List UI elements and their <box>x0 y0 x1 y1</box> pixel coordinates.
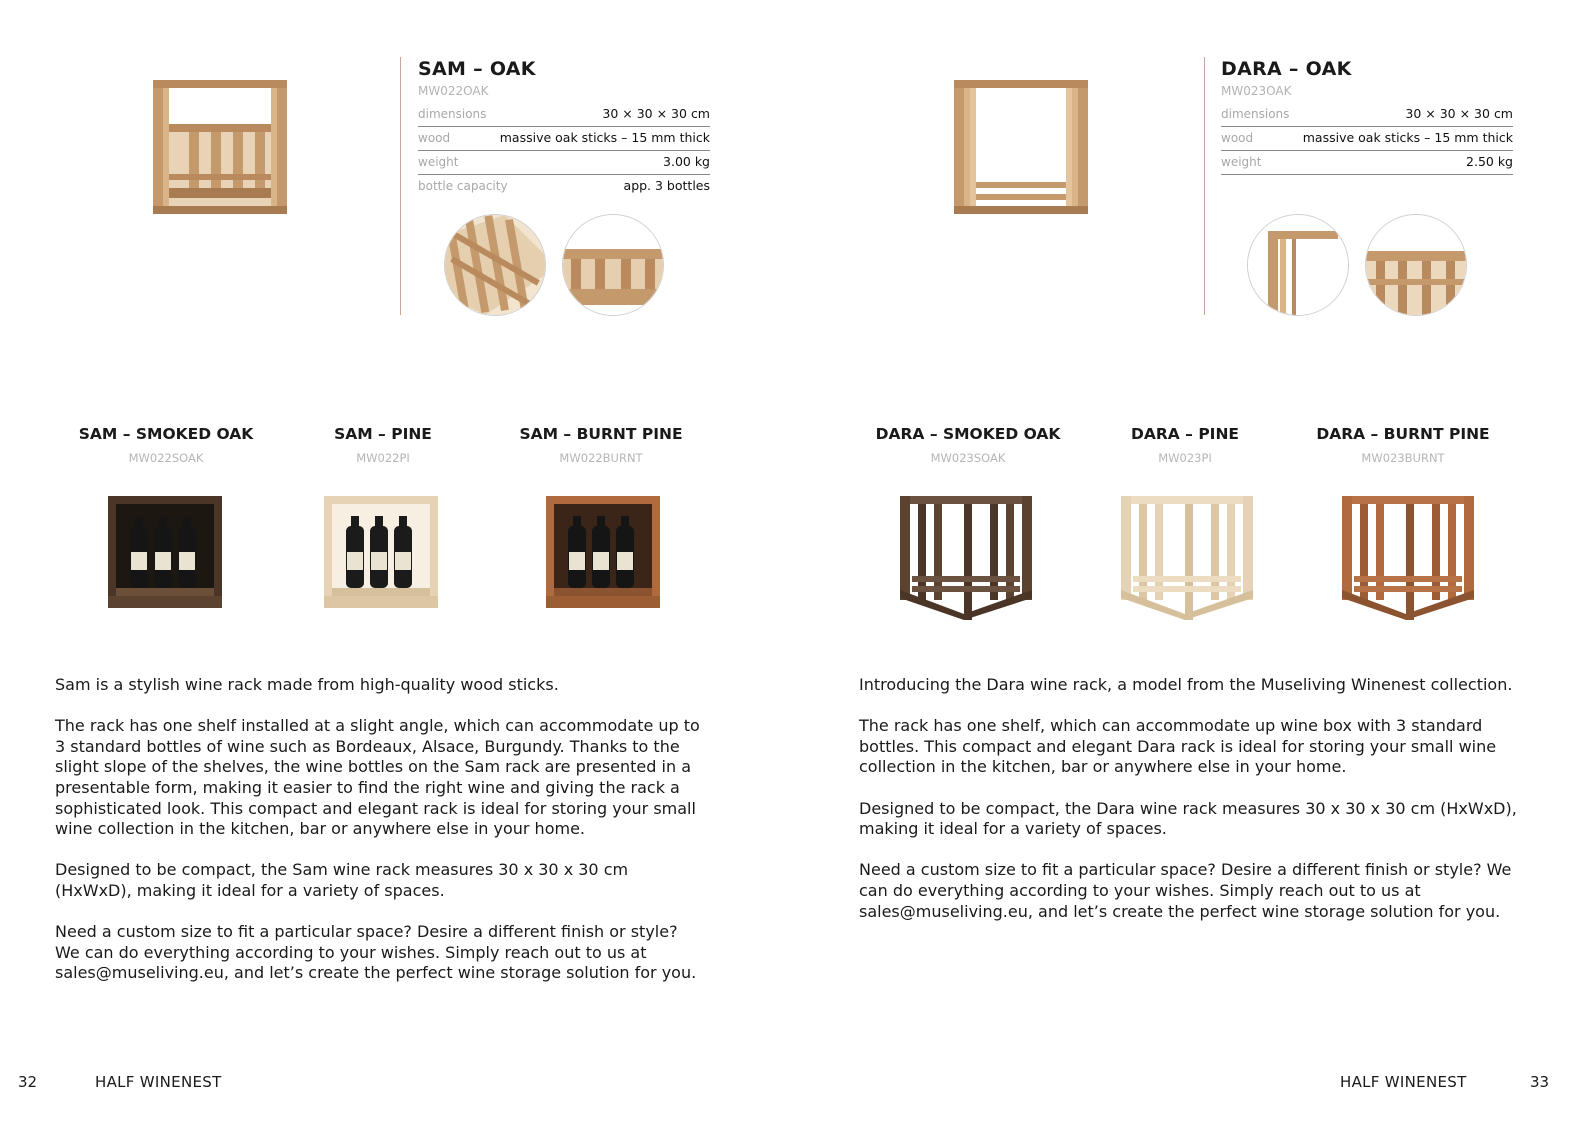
spec-row-capacity <box>418 175 710 198</box>
contact-email-link[interactable]: sales@museliving.eu <box>859 901 1028 921</box>
sam-pine-image <box>324 496 438 608</box>
description-paragraph: The rack has one shelf, which can accommodate up wine box with 3 standard bottles. This compact and elegant Dara rack is ideal for storing your small wine collection in the kitchen, bar or anywhere else in your home. <box>859 716 1497 777</box>
spec-value: massive oak sticks – 15 mm thick <box>499 130 710 145</box>
spec-row-wood <box>1221 127 1513 151</box>
variant-code: MW023SOAK <box>930 451 1006 465</box>
sam-oak-spec <box>418 57 710 198</box>
dara-burnt-pine-image <box>1340 490 1476 620</box>
footer-title-right: HALF WINENEST <box>1340 1073 1467 1091</box>
description-paragraph: The rack has one shelf installed at a slight angle, which can accommodate up to 3 standard bottles of wine such as Bordeaux, Alsace, Burgundy. Thanks to the slight slope of the shelves, the wine bottles on the Sam rack are presented in a presentable form, making it easier to find the right wine and giving the rack a sophisticated look. This compact and elegant rack is ideal for storing your small wine collection in the kitchen, bar or anywhere else in your home. <box>55 716 700 839</box>
variant-sam-burnt-pine <box>491 423 711 467</box>
variant-dara-smoked-oak <box>858 423 1078 467</box>
variant-name: DARA – SMOKED OAK <box>875 425 1061 443</box>
spec-label: weight <box>1221 155 1262 169</box>
sam-description <box>55 675 705 1005</box>
spec-label: bottle capacity <box>418 179 508 193</box>
product-code: MW023OAK <box>1221 84 1292 98</box>
spec-value: massive oak sticks – 15 mm thick <box>1302 130 1513 145</box>
variant-code: MW022PI <box>356 451 410 465</box>
variant-sam-smoked-oak <box>56 423 276 467</box>
description-paragraph <box>859 860 1519 922</box>
description-text: Need a custom size to fit a particular space? Desire a different finish or style? We can do everything according to your wishes. Simply reach out to us at <box>55 922 678 962</box>
product-code: MW022OAK <box>418 84 489 98</box>
spec-row-weight <box>418 151 710 175</box>
product-title: DARA – OAK <box>1221 58 1352 80</box>
spec-value: 30 × 30 × 30 cm <box>1405 106 1513 121</box>
spec-value: 30 × 30 × 30 cm <box>602 106 710 121</box>
spec-row-weight <box>1221 151 1513 175</box>
sam-smoked-oak-image <box>108 496 222 608</box>
spec-divider-right <box>1204 57 1205 315</box>
variant-name: SAM – BURNT PINE <box>519 425 683 443</box>
spec-label: wood <box>418 131 451 145</box>
product-title: SAM – OAK <box>418 58 536 80</box>
spec-value: 3.00 kg <box>663 154 710 169</box>
description-paragraph: Introducing the Dara wine rack, a model from the Museliving Winenest collection. <box>859 675 1513 694</box>
dara-smoked-oak-image <box>898 490 1034 620</box>
spec-label: weight <box>418 155 459 169</box>
spec-divider-left <box>400 57 401 315</box>
variant-dara-burnt-pine <box>1293 423 1513 467</box>
description-text: , and let’s create the perfect wine storage solution for you. <box>1027 901 1501 921</box>
dara-oak-image <box>946 70 1096 220</box>
variant-code: MW022SOAK <box>128 451 204 465</box>
contact-email-link[interactable]: sales@museliving.eu <box>55 963 224 983</box>
variant-name: SAM – PINE <box>334 425 432 443</box>
dara-detail-image-2 <box>1365 214 1467 316</box>
description-paragraph: Designed to be compact, the Dara wine rack measures 30 x 30 x 30 cm (HxWxD), making it ideal for a variety of spaces. <box>859 798 1517 839</box>
variant-code: MW023PI <box>1158 451 1212 465</box>
sam-detail-image-2 <box>562 214 664 316</box>
dara-oak-spec <box>1221 57 1513 175</box>
variant-code: MW022BURNT <box>559 451 643 465</box>
description-paragraph: Designed to be compact, the Sam wine rack measures 30 x 30 x 30 cm (HxWxD), making it ideal for a variety of spaces. <box>55 860 629 900</box>
variant-dara-pine <box>1075 423 1295 467</box>
spec-value: app. 3 bottles <box>623 178 710 193</box>
page-number-right: 33 <box>1530 1073 1550 1091</box>
sam-detail-image-1 <box>444 214 546 316</box>
description-paragraph <box>55 922 705 984</box>
dara-description <box>859 675 1519 943</box>
spec-label: dimensions <box>418 107 487 121</box>
dara-detail-image-1 <box>1247 214 1349 316</box>
spec-value: 2.50 kg <box>1466 154 1513 169</box>
variant-name: DARA – BURNT PINE <box>1316 425 1490 443</box>
variant-name: DARA – PINE <box>1130 425 1240 443</box>
sam-oak-image <box>145 70 295 220</box>
page-number-left: 32 <box>18 1073 38 1091</box>
spec-label: dimensions <box>1221 107 1290 121</box>
description-text: Need a custom size to fit a particular space? Desire a different finish or style? We can do everything according to your wishes. Simply reach out to us at <box>859 860 1512 900</box>
footer-title-left: HALF WINENEST <box>95 1073 222 1091</box>
spec-label: wood <box>1221 131 1254 145</box>
variant-code: MW023BURNT <box>1361 451 1445 465</box>
description-paragraph: Sam is a stylish wine rack made from high-quality wood sticks. <box>55 675 559 694</box>
variant-name: SAM – SMOKED OAK <box>78 425 254 443</box>
spec-row-dimensions <box>418 103 710 127</box>
sam-burnt-pine-image <box>546 496 660 608</box>
spec-row-wood <box>418 127 710 151</box>
description-text: , and let’s create the perfect wine storage solution for you. <box>223 963 697 983</box>
variant-sam-pine <box>273 423 493 467</box>
spec-row-dimensions <box>1221 103 1513 127</box>
dara-pine-image <box>1119 490 1255 620</box>
